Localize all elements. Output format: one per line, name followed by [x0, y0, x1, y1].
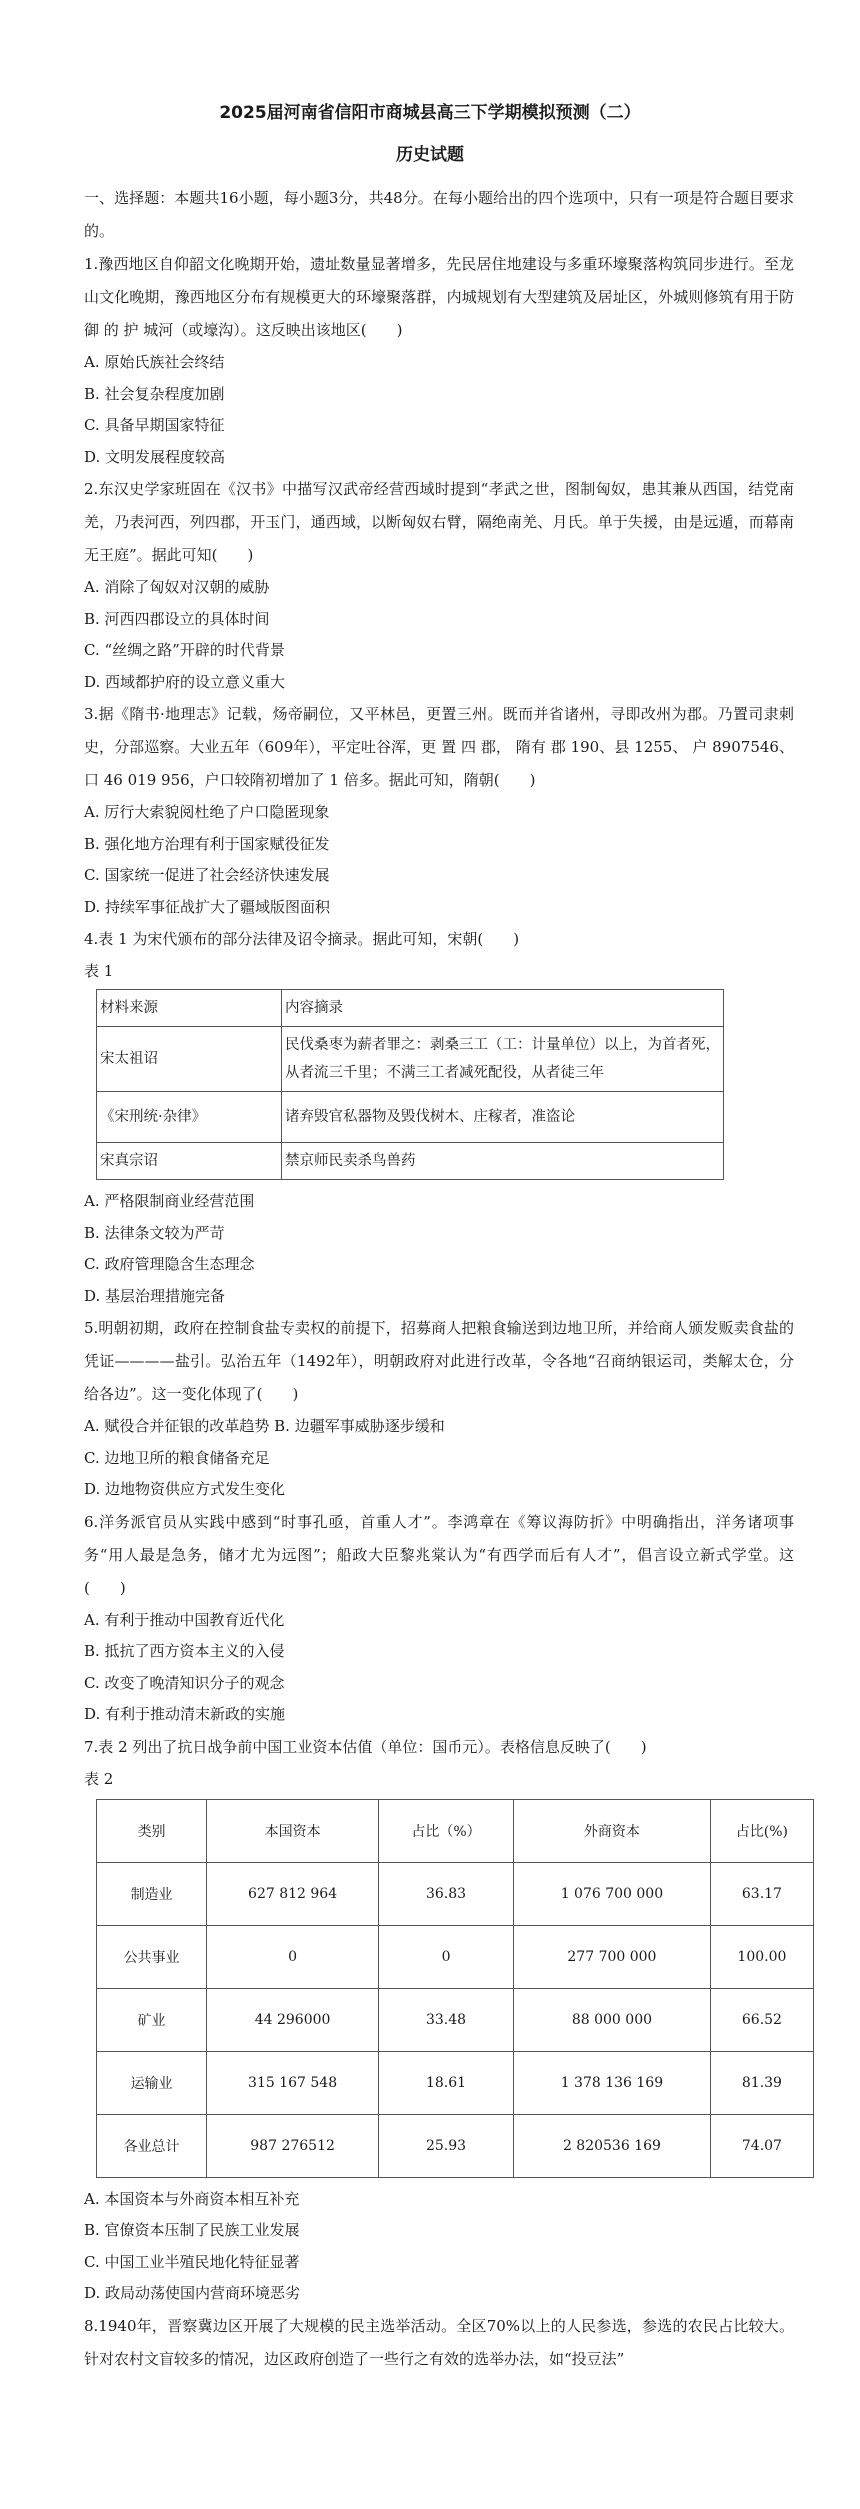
q2-option-b[interactable]: B. 河西四郡设立的具体时间 — [84, 609, 270, 628]
q4-option-c[interactable]: C. 政府管理隐含生态理念 — [84, 1255, 255, 1273]
q8-stem: 8.1940年，晋察冀边区开展了大规模的民主选举活动。全区70%以上的人民参选，参选的农民占比较大。针对农村文盲较多的情况，边区政府创造了一些行之有效的选举办法，如“投豆法” — [84, 2316, 794, 2368]
table-cell: 315 167 548 — [207, 2051, 379, 2114]
table-cell: 18.61 — [379, 2051, 514, 2114]
table-cell: 277 700 000 — [514, 1925, 711, 1988]
table-cell: 2 820536 169 — [514, 2114, 711, 2177]
table-2 — [96, 1799, 814, 2178]
table-cell: 民伐桑枣为薪者罪之：剥桑三工（工：计量单位）以上，为首者死，从者流三千里；不满三工者减死配役，从者徒三年 — [282, 1027, 724, 1092]
q7-option-a[interactable]: A. 本国资本与外商资本相互补充 — [84, 2189, 300, 2208]
table-1-label: 表 1 — [84, 962, 114, 980]
table-header-cell: 类别 — [97, 1799, 207, 1862]
table-cell: 各业总计 — [97, 2114, 207, 2177]
q3-option-d[interactable]: D. 持续军事征战扩大了疆域版图面积 — [84, 897, 331, 916]
section-instructions: 一、选择题：本题共16小题，每小题3分，共48分。在每小题给出的四个选项中，只有一项是符合题目要求的。 — [84, 189, 794, 240]
q3-option-c[interactable]: C. 国家统一促进了社会经济快速发展 — [84, 866, 330, 884]
table-cell: 33.48 — [379, 1988, 514, 2051]
q3-option-b[interactable]: B. 强化地方治理有利于国家赋役征发 — [84, 834, 330, 853]
table-cell: 0 — [207, 1925, 379, 1988]
q1-option-b[interactable]: B. 社会复杂程度加剧 — [84, 384, 225, 403]
q7-option-b[interactable]: B. 官僚资本压制了民族工业发展 — [84, 2221, 300, 2239]
table-cell: 627 812 964 — [207, 1862, 379, 1925]
q4-stem: 4.表 1 为宋代颁布的部分法律及诏令摘录。据此可知，宋朝( ) — [84, 930, 520, 948]
table-cell: 63.17 — [710, 1862, 813, 1925]
table-cell: 74.07 — [710, 2114, 813, 2177]
table-header-cell: 本国资本 — [207, 1799, 379, 1862]
table-header-cell: 占比（%） — [379, 1799, 514, 1862]
table-cell: 1 076 700 000 — [514, 1862, 711, 1925]
table-cell: 《宋刑统·杂律》 — [97, 1092, 282, 1143]
table-cell: 公共事业 — [97, 1925, 207, 1988]
table-header-cell: 外商资本 — [514, 1799, 711, 1862]
table-cell: 36.83 — [379, 1862, 514, 1925]
q2-stem: 2.东汉史学家班固在《汉书》中描写汉武帝经营西域时提到“孝武之世，图制匈奴，患其兼从西国，结党南羌，乃表河西，列四郡，开玉门，通西域，以断匈奴右臂，隔绝南羌、月氏。单于失援，由是远遁，而幕南无王庭”。据此可知( ) — [84, 480, 794, 564]
q2-option-a[interactable]: A. 消除了匈奴对汉朝的威胁 — [84, 578, 270, 596]
table-cell: 禁京师民卖杀鸟兽药 — [282, 1143, 724, 1180]
table-row — [97, 1988, 814, 2051]
table-row — [97, 1092, 724, 1143]
table-header-cell: 材料来源 — [97, 990, 282, 1027]
table-row — [97, 1027, 724, 1092]
table-cell: 44 296000 — [207, 1988, 379, 2051]
table-1 — [96, 989, 724, 1180]
table-cell: 0 — [379, 1925, 514, 1988]
table-row — [97, 2051, 814, 2114]
q6-stem: 6.洋务派官员从实践中感到“时事孔亟，首重人才”。李鸿章在《筹议海防折》中明确指出，洋务诸项事务“用人最是急务，储才尤为远图”；船政大臣黎兆棠认为“有西学而后有人才”，倡言设立新式学堂。这( ) — [84, 1512, 794, 1597]
q6-option-b[interactable]: B. 抵抗了西方资本主义的入侵 — [84, 1642, 285, 1660]
q5-option-ab[interactable]: A. 赋役合并征银的改革趋势 B. 边疆军事威胁逐步缓和 — [84, 1417, 445, 1435]
table-row — [97, 1862, 814, 1925]
table-cell: 诸弃毁官私器物及毁伐树木、庄稼者，准盗论 — [282, 1092, 724, 1143]
table-2-label: 表 2 — [84, 1769, 114, 1788]
q5-stem: 5.明朝初期，政府在控制食盐专卖权的前提下，招募商人把粮食输送到边地卫所，并给商人颁发贩卖食盐的凭证————盐引。弘治五年（1492年），明朝政府对此进行改革，令各地“召商纳银运司，类解太仓，分给各边”。这一变化体现了( ) — [84, 1319, 794, 1403]
table-row — [97, 2114, 814, 2177]
table-cell: 矿业 — [97, 1988, 207, 2051]
table-cell: 88 000 000 — [514, 1988, 711, 2051]
q4-option-a[interactable]: A. 严格限制商业经营范围 — [84, 1192, 255, 1210]
q1-option-a[interactable]: A. 原始氏族社会终结 — [84, 353, 225, 371]
table-header-cell: 内容摘录 — [282, 990, 724, 1027]
table-row — [97, 1925, 814, 1988]
q5-option-d[interactable]: D. 边地物资供应方式发生变化 — [84, 1480, 286, 1498]
table-cell: 宋太祖诏 — [97, 1027, 282, 1092]
table-cell: 运输业 — [97, 2051, 207, 2114]
table-cell: 宋真宗诏 — [97, 1143, 282, 1180]
table-cell: 66.52 — [710, 1988, 813, 2051]
q1-option-c[interactable]: C. 具备早期国家特征 — [84, 416, 225, 434]
q4-option-b[interactable]: B. 法律条文较为严苛 — [84, 1223, 225, 1242]
q4-option-d[interactable]: D. 基层治理措施完备 — [84, 1286, 226, 1305]
table-cell: 100.00 — [710, 1925, 813, 1988]
table-cell: 1 378 136 169 — [514, 2051, 711, 2114]
table-cell: 制造业 — [97, 1862, 207, 1925]
q3-stem: 3.据《隋书·地理志》记载，炀帝嗣位，又平林邑，更置三州。既而并省诸州，寻即改州为郡。乃置司隶刺史，分部巡察。大业五年（609年），平定吐谷浑，更 置 四 郡， 隋有 郡 190、县 1255、 户 8907546、口 46 019 956，户口较隋初增加了 1 倍多。据此可知，隋朝( ) — [84, 705, 794, 789]
q7-stem: 7.表 2 列出了抗日战争前中国工业资本估值（单位：国币元）。表格信息反映了( ) — [84, 1737, 647, 1756]
q6-option-d[interactable]: D. 有利于推动清末新政的实施 — [84, 1705, 286, 1723]
exam-title: 2025届河南省信阳市商城县高三下学期模拟预测（二） — [219, 103, 641, 123]
q3-option-a[interactable]: A. 厉行大索貌阅杜绝了户口隐匿现象 — [84, 803, 330, 821]
q2-option-c[interactable]: C. “丝绸之路”开辟的时代背景 — [84, 641, 285, 659]
table-cell: 987 276512 — [207, 2114, 379, 2177]
table-row — [97, 1799, 814, 1862]
table-row — [97, 990, 724, 1027]
q2-option-d[interactable]: D. 西域都护府的设立意义重大 — [84, 672, 286, 691]
table-row — [97, 1143, 724, 1180]
q6-option-a[interactable]: A. 有利于推动中国教育近代化 — [84, 1610, 285, 1629]
table-cell: 81.39 — [710, 2051, 813, 2114]
q5-option-c[interactable]: C. 边地卫所的粮食储备充足 — [84, 1448, 270, 1467]
exam-subtitle: 历史试题 — [396, 145, 464, 165]
q6-option-c[interactable]: C. 改变了晚清知识分子的观念 — [84, 1673, 285, 1692]
q7-option-d[interactable]: D. 政局动荡使国内营商环境恶劣 — [84, 2284, 301, 2302]
q7-option-c[interactable]: C. 中国工业半殖民地化特征显著 — [84, 2252, 300, 2271]
q1-stem: 1.豫西地区自仰韶文化晚期开始，遗址数量显著增多，先民居住地建设与多重环壕聚落构筑同步进行。至龙山文化晚期，豫西地区分布有规模更大的环壕聚落群，内城规划有大型建筑及居址区，外城则修筑有用于防御 的 护 城河（或壕沟）。这反映出该地区( ) — [84, 255, 794, 339]
exam-content — [84, 182, 794, 2376]
table-header-cell: 占比(%) — [710, 1799, 813, 1862]
q1-option-d[interactable]: D. 文明发展程度较高 — [84, 447, 226, 466]
table-cell: 25.93 — [379, 2114, 514, 2177]
